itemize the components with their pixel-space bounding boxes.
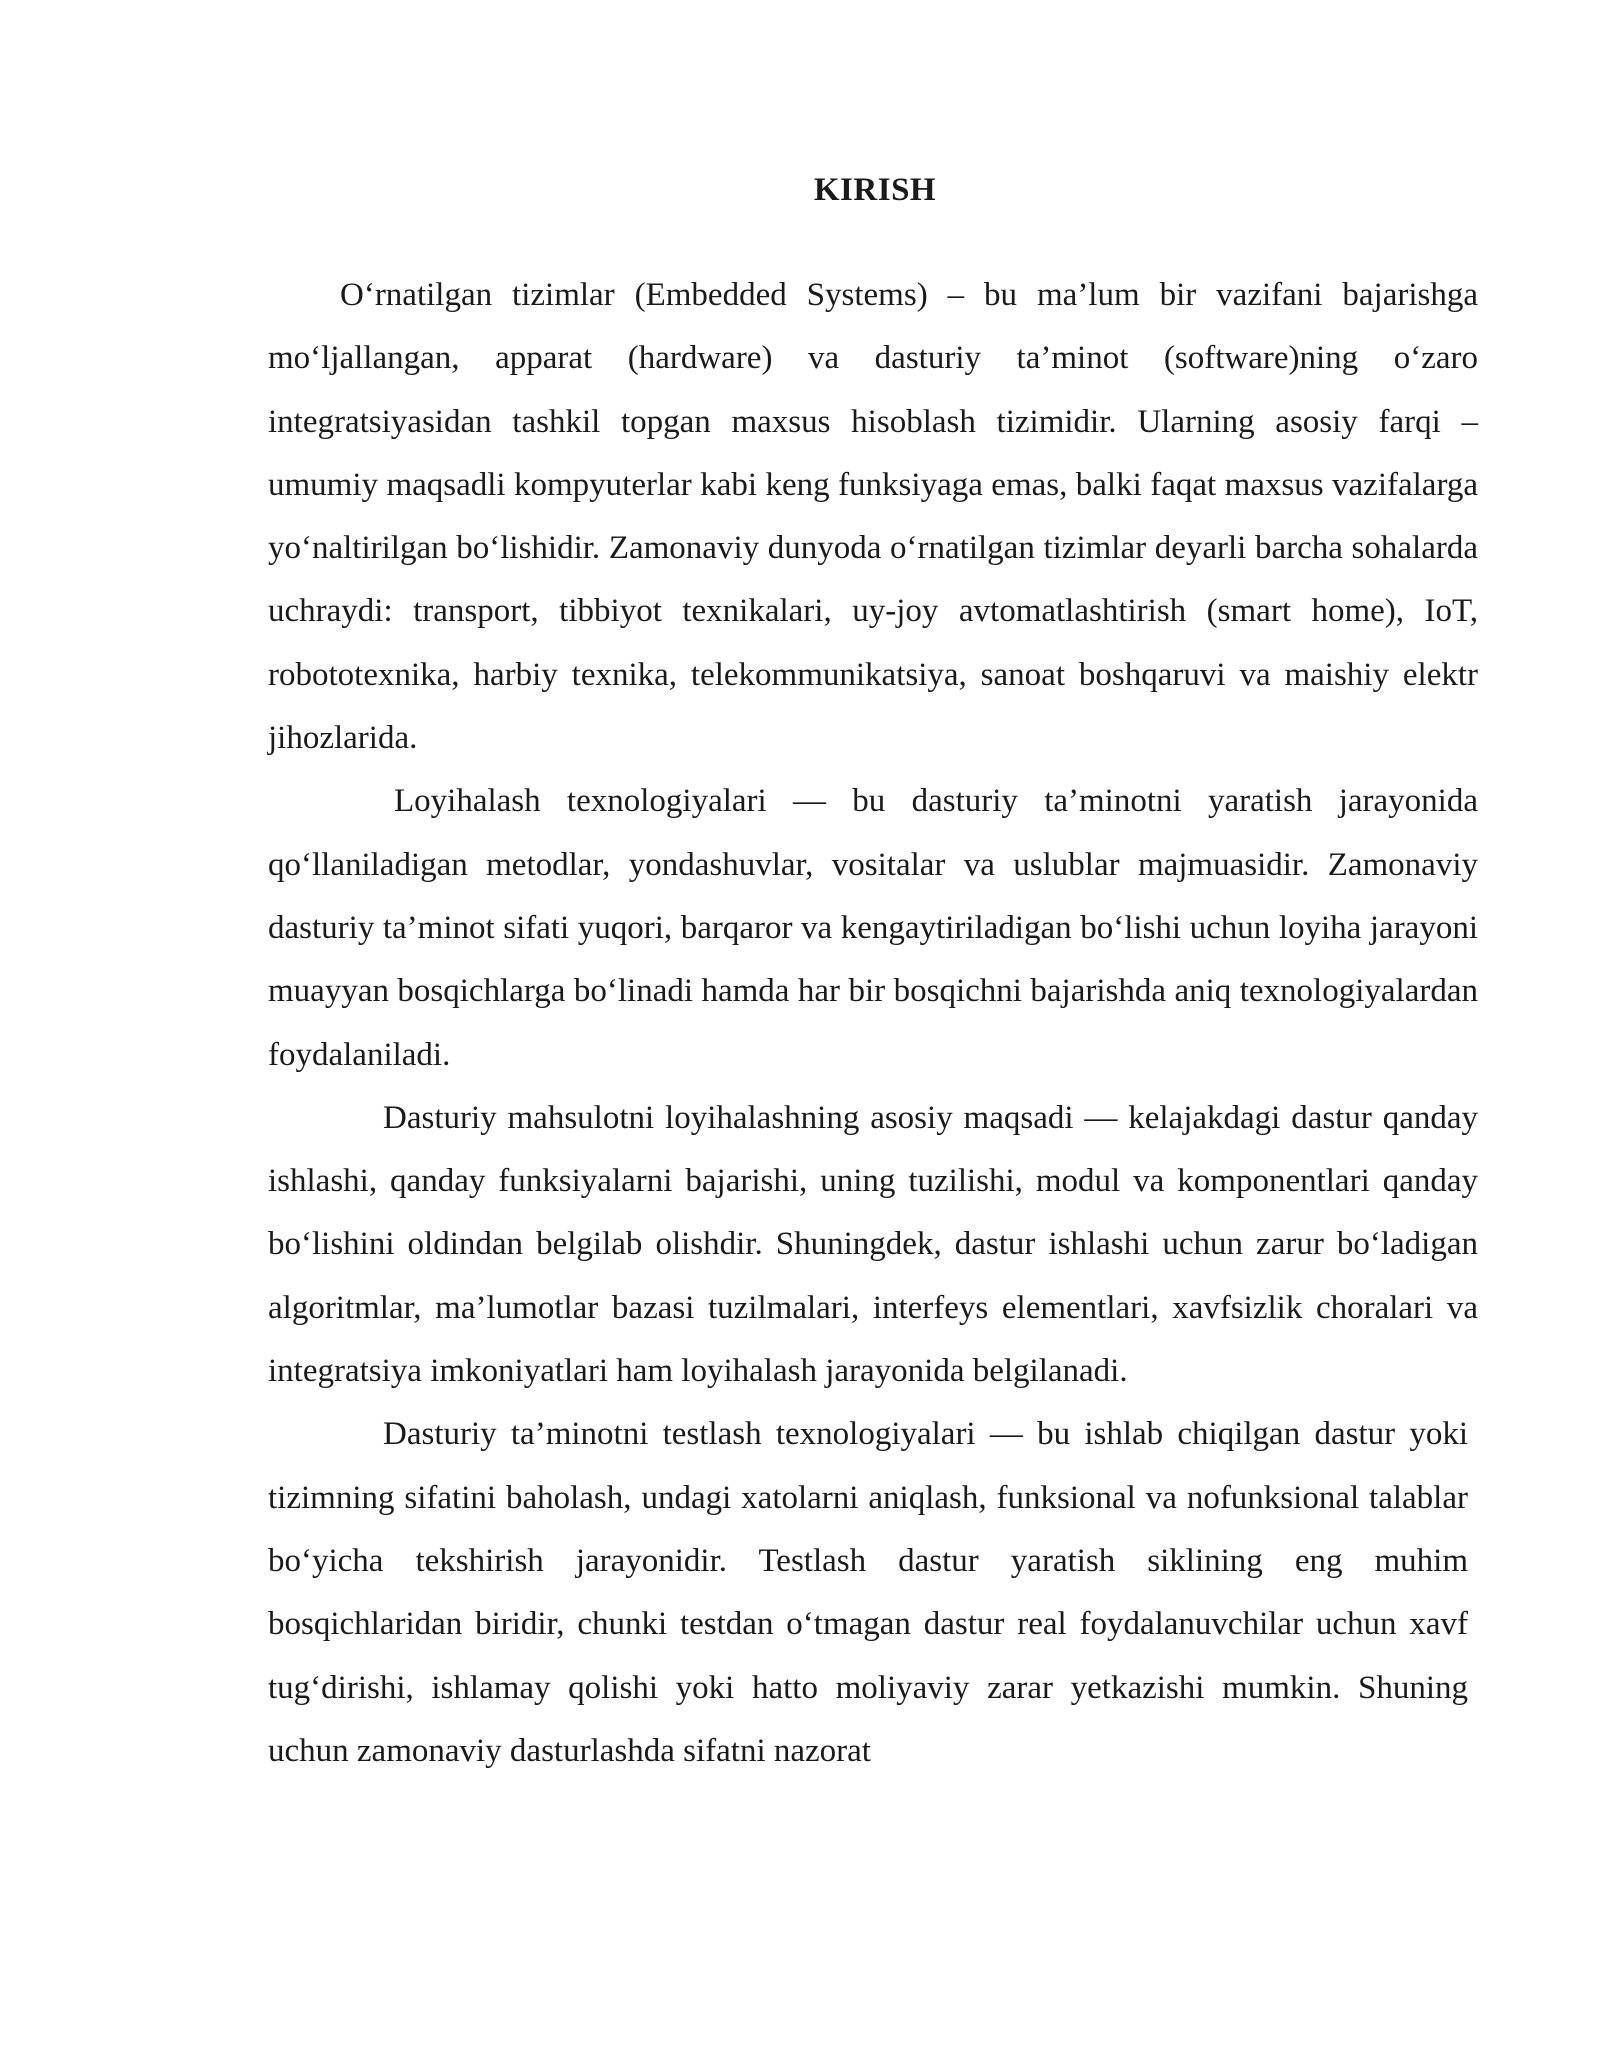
paragraph-embedded-systems: O‘rnatilgan tizimlar (Embedded Systems) – bu ma’lum bir vazifani bajarishga mo‘ljallangan, apparat (hardware) va dasturiy ta’minot (software)ning o‘zaro integratsiyasidan tashkil topgan maxsus hisoblash tizimidir. Ularning asosiy farqi – umumiy maqsadli kompyuterlar kabi keng funksiyaga emas, balki faqat maxsus vazifalarga yo‘naltirilgan bo‘lishidir. Zamonaviy dunyoda o‘rnatilgan tizimlar deyarli barcha sohalarda uchraydi: transport, tibbiyot texnikalari, uy-joy avtomatlashtirish (smart home), IoT, robototexnika, harbiy texnika, telekommunikatsiya, sanoat boshqaruvi va maishiy elektr jihozlarida.	[268, 277, 1478, 757]
page-title: KIRISH	[813, 172, 937, 209]
paragraph-design-technologies: Loyihalash texnologiyalari — bu dasturiy ta’minotni yaratish jarayonida qo‘llaniladigan metodlar, yondashuvlar, vositalar va uslublar majmuasidir. Zamonaviy dasturiy ta’minot sifati yuqori, barqaror va kengaytiriladigan bo‘lishi uchun loyiha jarayoni muayyan bosqichlarga bo‘linadi hamda har bir bosqichni bajarishda aniq texnologiyalardan foydalaniladi.	[268, 783, 1478, 1073]
paragraph-design-purpose: Dasturiy mahsulotni loyihalashning asosiy maqsadi — kelajakdagi dastur qanday ishlashi, qanday funksiyalarni bajarishi, uning tuzilishi, modul va komponentlari qanday bo‘lishini oldindan belgilab olishdir. Shuningdek, dastur ishlashi uchun zarur bo‘ladigan algoritmlar, ma’lumotlar bazasi tuzilmalari, interfeys elementlari, xavfsizlik choralari va integratsiya imkoniyatlari ham loyihalash jarayonida belgilanadi.	[268, 1099, 1478, 1390]
paragraph-testing-technologies: Dasturiy ta’minotni testlash texnologiyalari — bu ishlab chiqilgan dastur yoki tizimning sifatini baholash, undagi xatolarni aniqlash, funksional va nofunksional talablar bo‘yicha tekshirish jarayonidir. Testlash dastur yaratish siklining eng muhim bosqichlaridan biridir, chunki testdan o‘tmagan dastur real foydalanuvchilar uchun xavf tug‘dirishi, ishlamay qolishi yoki hatto moliyaviy zarar yetkazishi mumkin. Shuning uchun zamonaviy dasturlashda sifatni nazorat	[268, 1416, 1468, 1769]
document-body	[268, 264, 1478, 1783]
